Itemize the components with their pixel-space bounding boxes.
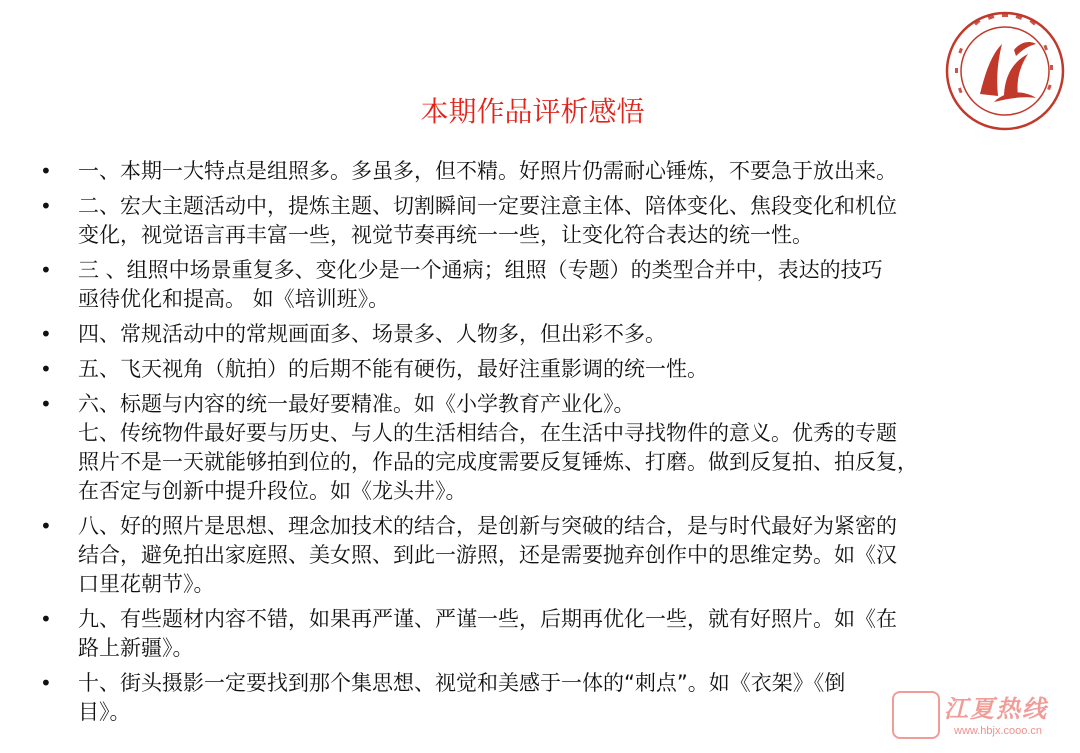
bullet-line: 亟待优化和提高。 如《培训班》。 xyxy=(78,287,390,311)
bullet-dot: • xyxy=(40,671,52,695)
bullet-line: 目》。 xyxy=(78,700,131,724)
bullet-line: 五、飞天视角（航拍）的后期不能有硬伤，最好注重影调的统一性。 xyxy=(78,357,708,381)
bullet-line: 六、标题与内容的统一最好要精准。如《小学教育产业化》。 xyxy=(78,392,635,416)
slide-title: 本期作品评析感悟 xyxy=(420,95,645,128)
watermark xyxy=(892,685,1062,747)
bullet-line: 四、常规活动中的常规画面多、场景多、人物多，但出彩不多。 xyxy=(78,322,666,346)
bullet-item xyxy=(40,512,1060,599)
bullet-line: 三 、组照中场景重复多、变化少是一个通病；组照（专题）的类型合并中，表达的技巧 xyxy=(78,258,883,282)
bullet-line: 在否定与创新中提升段位。如《龙头井》。 xyxy=(78,479,467,503)
bullet-line: 七、传统物件最好要与历史、与人的生活相结合，在生活中寻找物件的意义。优秀的专题 xyxy=(78,421,897,445)
bullet-item xyxy=(40,355,1060,384)
bullet-list xyxy=(40,157,1060,733)
bullet-item xyxy=(40,256,1060,314)
bullet-item xyxy=(40,605,1060,663)
bullet-line: 八、好的照片是思想、理念加技术的结合，是创新与突破的结合，是与时代最好为紧密的 xyxy=(78,514,897,538)
bullet-line: 路上新疆》。 xyxy=(78,636,194,660)
bullet-item xyxy=(40,157,1060,186)
bullet-line: 十、街头摄影一定要找到那个集思想、视觉和美感于一体的“刺点”。如《衣架》《倒 xyxy=(78,671,846,695)
bullet-dot: • xyxy=(40,159,52,183)
bullet-dot: • xyxy=(40,322,52,346)
bullet-item xyxy=(40,320,1060,349)
bullet-dot: • xyxy=(40,607,52,631)
bullet-dot: • xyxy=(40,194,52,218)
bullet-line: 口里花朝节》。 xyxy=(78,572,215,596)
bullet-line: 九、有些题材内容不错，如果再严谨、严谨一些，后期再优化一些，就有好照片。如《在 xyxy=(78,607,897,631)
bullet-dot: • xyxy=(40,357,52,381)
watermark-text: 江夏热线 xyxy=(944,695,1048,723)
bullet-dot: • xyxy=(40,392,52,416)
bullet-line: 结合，避免拍出家庭照、美女照、到此一游照，还是需要抛弃创作中的思维定势。如《汉 xyxy=(78,543,897,567)
bullet-dot: • xyxy=(40,258,52,282)
bullet-item xyxy=(40,390,1060,506)
bullet-line: 一、本期一大特点是组照多。多虽多，但不精。好照片仍需耐心锤炼，不要急于放出来。 xyxy=(78,159,897,183)
watermark-url: www.hbjx.cooo.cn xyxy=(954,725,1043,737)
bullet-dot: • xyxy=(40,514,52,538)
bullet-line: 照片不是一天就能够拍到位的，作品的完成度需要反复锤炼、打磨。做到反复拍、拍反复， xyxy=(78,450,918,474)
bullet-line: 变化，视觉语言再丰富一些，视觉节奏再统一一些，让变化符合表达的统一性。 xyxy=(78,223,813,247)
bullet-item xyxy=(40,192,1060,250)
city-badge-icon xyxy=(892,691,940,739)
bullet-line: 二、宏大主题活动中，提炼主题、切割瞬间一定要注意主体、陪体变化、焦段变化和机位 xyxy=(78,194,897,218)
